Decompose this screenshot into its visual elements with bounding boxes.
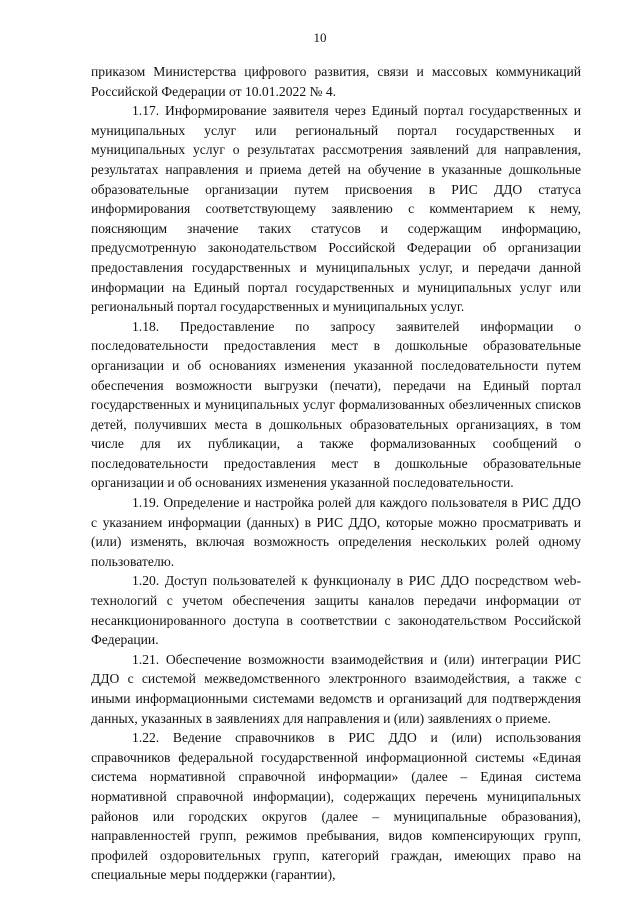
paragraph-1-22: 1.22. Ведение справочников в РИС ДДО и (или) использования справочников федеральной государственной информационной системы «Единая система нормативной справочной информации» (далее – Единая система нормативной справочной информации), содержащих перечень муниципальных районов или городских округов (далее – муниципальные образования), направленностей групп, режимов пребывания, видов компенсирующих групп, профилей оздоровительных групп, категорий граждан, имеющих право на специальные меры поддержки (гарантии), [91,730,581,883]
paragraph-1-19: 1.19. Определение и настройка ролей для каждого пользователя в РИС ДДО с указанием информации (данных) в РИС ДДО, которые можно просматривать и (или) изменять, включая возможность определения нескольких ролей одному пользователю. [91,495,581,569]
document-body [91,62,581,885]
paragraph-continuation: приказом Министерства цифрового развития, связи и массовых коммуникаций Российской Федерации от 10.01.2022 № 4. [91,64,581,99]
paragraph-1-18: 1.18. Предоставление по запросу заявителей информации о последовательности предоставления мест в дошкольные образовательные организации и об основаниях изменения указанной последовательности путем обеспечения возможности выгрузки (печати), передачи на Единый портал государственных и муниципальных услуг формализованных обезличенных списков детей, получивших места в дошкольных образовательных организациях, в том числе для их публикации, а также формализованных сообщений о последовательности предоставления мест в дошкольные образовательные организации и об основаниях изменения указанной последовательности. [91,318,581,491]
paragraph-1-21: 1.21. Обеспечение возможности взаимодействия и (или) интеграции РИС ДДО с системой межведомственного электронного взаимодействия, а также с иными информационными системами ведомств и организаций для подтверждения данных, указанных в заявлениях для направления и (или) заявлениях о приеме. [91,651,581,726]
page-number: 10 [313,30,327,45]
paragraph-1-20: 1.20. Доступ пользователей к функционалу в РИС ДДО посредством web-технологий с учетом обеспечения защиты каналов передачи информации от несанкционированного доступа в соответствии с законодательством Российской Федерации. [91,573,581,648]
paragraph-1-17: 1.17. Информирование заявителя через Единый портал государственных и муниципальных услуг или региональный портал государственных и муниципальных услуг о результатах рассмотрения заявлений для направления, результатах направления и приема детей на обучение в указанные дошкольные образовательные организации путем присвоения в РИС ДДО статуса информирования соответствующему заявлению с комментарием к нему, поясняющим значение таких статусов и содержащим информацию, предусмотренную законодательством Российской Федерации об организации предоставления государственных и муниципальных услуг, и передачи данной информации на Единый портал государственных и муниципальных услуг или региональный портал государственных и муниципальных услуг. [91,103,581,315]
